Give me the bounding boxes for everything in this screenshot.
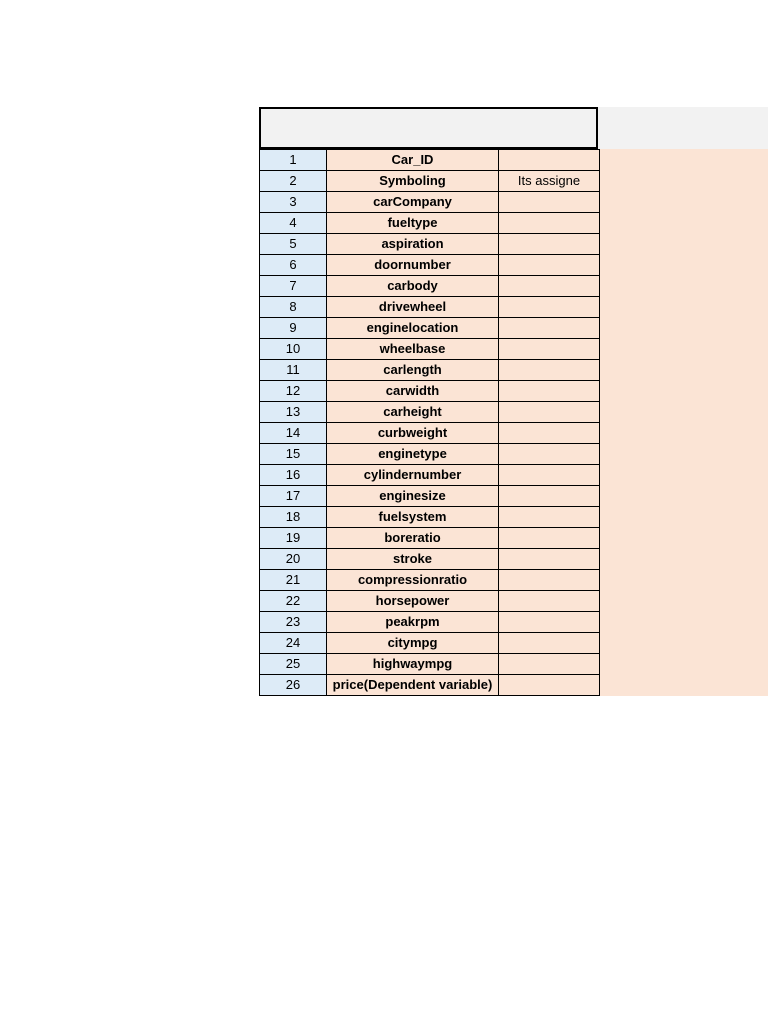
- row-index-cell: 19: [260, 528, 327, 549]
- variable-description-cell: [499, 549, 600, 570]
- table-row: [260, 381, 600, 402]
- table-row: [260, 507, 600, 528]
- table-row: [260, 255, 600, 276]
- variable-description-cell: [499, 654, 600, 675]
- variable-description-cell: [499, 339, 600, 360]
- variable-table: [259, 149, 600, 696]
- table-row: [260, 654, 600, 675]
- variable-description-cell: Its assigne: [499, 171, 600, 192]
- row-index-cell: 8: [260, 297, 327, 318]
- variable-description-cell: [499, 276, 600, 297]
- variable-description-cell: [499, 591, 600, 612]
- table-row: [260, 150, 600, 171]
- variable-name-cell: carlength: [327, 360, 499, 381]
- table-row: [260, 360, 600, 381]
- variable-description-cell: [499, 486, 600, 507]
- table-row: [260, 612, 600, 633]
- variable-description-cell: [499, 507, 600, 528]
- variable-name-cell: carbody: [327, 276, 499, 297]
- table-row: [260, 675, 600, 696]
- variable-description-cell: [499, 465, 600, 486]
- row-index-cell: 14: [260, 423, 327, 444]
- variable-description-cell: [499, 444, 600, 465]
- variable-description-cell: [499, 192, 600, 213]
- variable-description-cell: [499, 675, 600, 696]
- row-index-cell: 13: [260, 402, 327, 423]
- variable-name-cell: highwaympg: [327, 654, 499, 675]
- variable-description-cell: [499, 255, 600, 276]
- variable-description-cell: [499, 528, 600, 549]
- row-index-cell: 5: [260, 234, 327, 255]
- variable-description-cell: [499, 360, 600, 381]
- variable-name-cell: cylindernumber: [327, 465, 499, 486]
- variable-description-cell: [499, 423, 600, 444]
- table-row: [260, 528, 600, 549]
- variable-name-cell: enginelocation: [327, 318, 499, 339]
- row-index-cell: 7: [260, 276, 327, 297]
- description-overflow-fill: [598, 149, 768, 696]
- variable-name-cell: price(Dependent variable): [327, 675, 499, 696]
- row-index-cell: 21: [260, 570, 327, 591]
- row-index-cell: 4: [260, 213, 327, 234]
- row-index-cell: 22: [260, 591, 327, 612]
- row-index-cell: 23: [260, 612, 327, 633]
- header-cell-overflow: [598, 107, 768, 149]
- variable-name-cell: stroke: [327, 549, 499, 570]
- variable-name-cell: carCompany: [327, 192, 499, 213]
- variable-description-cell: [499, 297, 600, 318]
- header-cell: [259, 107, 598, 149]
- table-row: [260, 486, 600, 507]
- table-row: [260, 213, 600, 234]
- variable-name-cell: enginesize: [327, 486, 499, 507]
- row-index-cell: 10: [260, 339, 327, 360]
- variable-name-cell: boreratio: [327, 528, 499, 549]
- variable-name-cell: carwidth: [327, 381, 499, 402]
- variable-description-cell: [499, 633, 600, 654]
- table-row: [260, 402, 600, 423]
- row-index-cell: 20: [260, 549, 327, 570]
- table-row: [260, 633, 600, 654]
- variable-table-body: [260, 150, 600, 696]
- row-index-cell: 12: [260, 381, 327, 402]
- table-row: [260, 549, 600, 570]
- variable-description-cell: [499, 381, 600, 402]
- variable-name-cell: Car_ID: [327, 150, 499, 171]
- variable-name-cell: curbweight: [327, 423, 499, 444]
- variable-description-cell: [499, 612, 600, 633]
- variable-name-cell: citympg: [327, 633, 499, 654]
- variable-name-cell: carheight: [327, 402, 499, 423]
- variable-description-cell: [499, 150, 600, 171]
- variable-description-cell: [499, 234, 600, 255]
- row-index-cell: 16: [260, 465, 327, 486]
- table-row: [260, 318, 600, 339]
- table-row: [260, 297, 600, 318]
- table-row: [260, 234, 600, 255]
- row-index-cell: 6: [260, 255, 327, 276]
- table-row: [260, 276, 600, 297]
- table-row: [260, 570, 600, 591]
- table-row: [260, 591, 600, 612]
- data-dictionary-sheet: [259, 107, 768, 696]
- row-index-cell: 17: [260, 486, 327, 507]
- variable-name-cell: wheelbase: [327, 339, 499, 360]
- table-row: [260, 465, 600, 486]
- variable-description-cell: [499, 318, 600, 339]
- variable-name-cell: enginetype: [327, 444, 499, 465]
- table-row: [260, 339, 600, 360]
- row-index-cell: 2: [260, 171, 327, 192]
- variable-name-cell: horsepower: [327, 591, 499, 612]
- variable-name-cell: aspiration: [327, 234, 499, 255]
- variable-name-cell: doornumber: [327, 255, 499, 276]
- row-index-cell: 15: [260, 444, 327, 465]
- row-index-cell: 9: [260, 318, 327, 339]
- row-index-cell: 25: [260, 654, 327, 675]
- table-row: [260, 171, 600, 192]
- row-index-cell: 18: [260, 507, 327, 528]
- table-row: [260, 444, 600, 465]
- variable-name-cell: fuelsystem: [327, 507, 499, 528]
- rows-area: [259, 149, 768, 696]
- row-index-cell: 3: [260, 192, 327, 213]
- variable-name-cell: peakrpm: [327, 612, 499, 633]
- variable-name-cell: compressionratio: [327, 570, 499, 591]
- variable-name-cell: Symboling: [327, 171, 499, 192]
- table-row: [260, 192, 600, 213]
- row-index-cell: 11: [260, 360, 327, 381]
- header-band: [259, 107, 768, 149]
- variable-name-cell: fueltype: [327, 213, 499, 234]
- variable-name-cell: drivewheel: [327, 297, 499, 318]
- variable-description-cell: [499, 213, 600, 234]
- row-index-cell: 1: [260, 150, 327, 171]
- variable-description-cell: [499, 402, 600, 423]
- row-index-cell: 26: [260, 675, 327, 696]
- table-row: [260, 423, 600, 444]
- row-index-cell: 24: [260, 633, 327, 654]
- variable-description-cell: [499, 570, 600, 591]
